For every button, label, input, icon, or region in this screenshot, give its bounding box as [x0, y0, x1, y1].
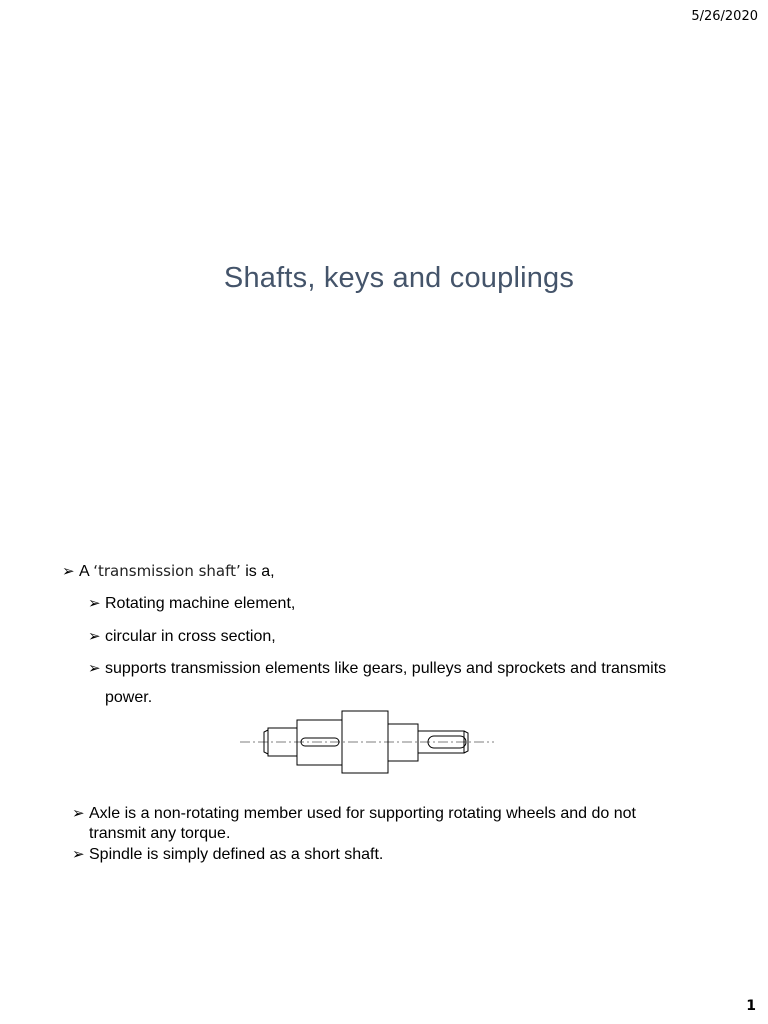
bullet-intro	[62, 561, 275, 582]
note-spindle-text: Spindle is simply defined as a short shaft.	[89, 846, 384, 863]
arrow-bullet-icon: ➢	[72, 846, 85, 863]
page-number: 1	[746, 998, 756, 1014]
stepped-shaft-drawing-icon	[238, 708, 498, 778]
sub-bullet-3	[88, 659, 666, 679]
sub-bullet-3-continued: power.	[105, 689, 153, 706]
intro-term: ‘transmission shaft’	[93, 562, 241, 580]
sub-bullet-text: circular in cross section,	[105, 628, 276, 645]
arrow-bullet-icon: ➢	[62, 563, 75, 580]
note-axle-line2: transmit any torque.	[89, 825, 231, 842]
sub-bullet-text: Rotating machine element,	[105, 595, 296, 612]
note-spindle	[72, 845, 383, 865]
arrow-bullet-icon: ➢	[72, 805, 85, 822]
note-axle-line1: Axle is a non-rotating member used for supporting rotating wheels and do not	[89, 805, 636, 822]
sub-bullet-1	[88, 594, 295, 614]
slide-title: Shafts, keys and couplings	[223, 262, 575, 294]
page-date: 5/26/2020	[691, 9, 758, 24]
note-axle	[72, 804, 636, 844]
sub-bullet-text: supports transmission elements like gears, pulleys and sprockets and transmits	[105, 660, 667, 677]
arrow-bullet-icon: ➢	[88, 595, 101, 612]
sub-bullet-2	[88, 627, 276, 647]
arrow-bullet-icon: ➢	[88, 628, 101, 645]
arrow-bullet-icon: ➢	[88, 660, 101, 677]
intro-after: is a,	[240, 563, 275, 580]
intro-before: A	[79, 563, 94, 580]
